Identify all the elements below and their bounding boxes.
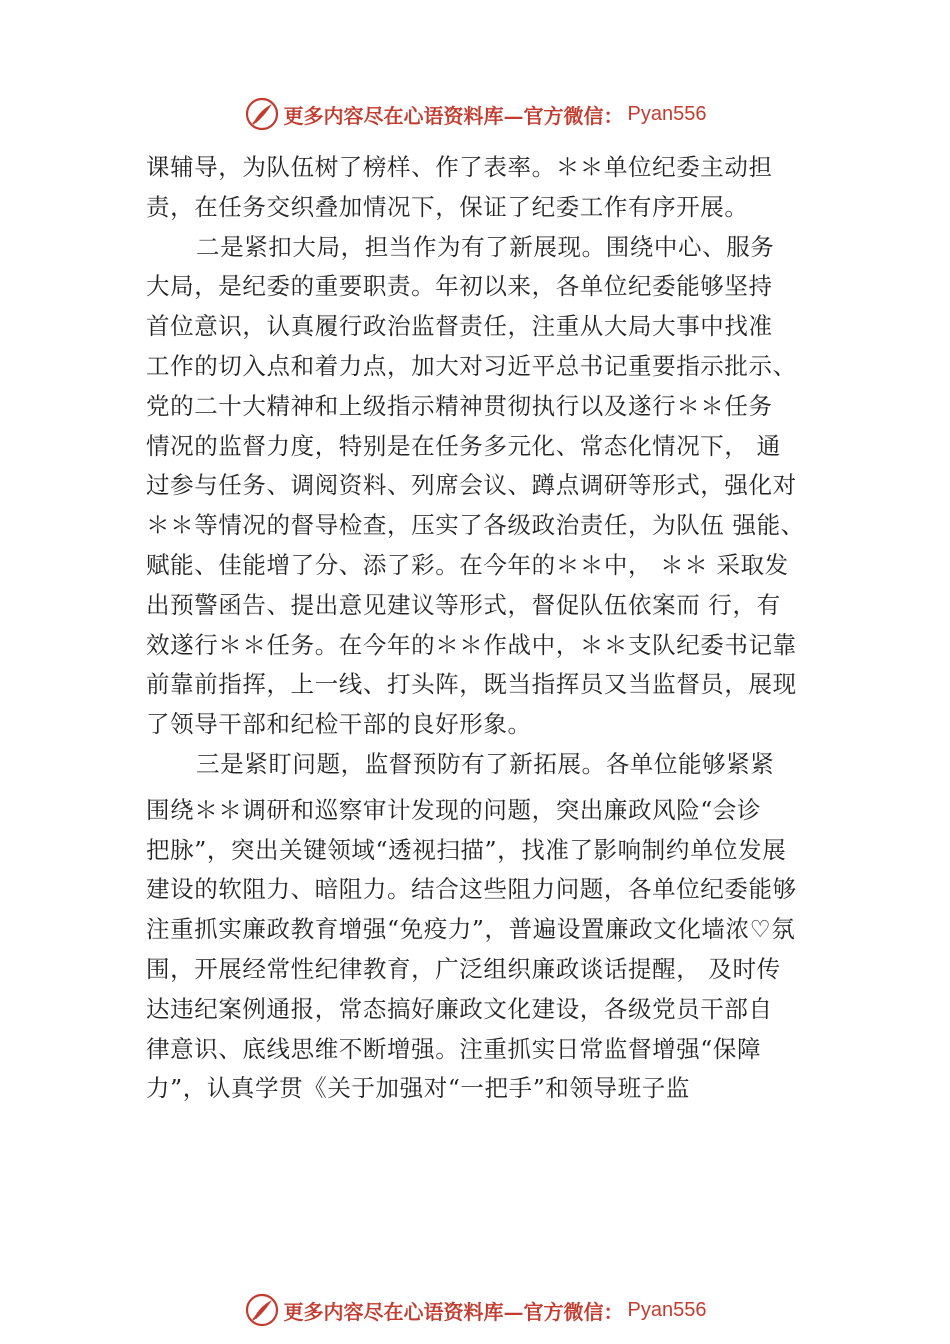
text-line: 工作的切入点和着力点，加大对习近平总书记重要指示批示、	[146, 351, 797, 380]
wechat-id: Pyan556	[627, 1298, 707, 1321]
text-line: 围，开展经常性纪律教育，广泛组织廉政谈话提醒， 及时传	[146, 954, 781, 983]
text-line: 课辅导，为队伍树了榜样、作了表率。＊＊单位纪委主动担	[146, 153, 773, 181]
quill-seal-icon	[244, 96, 280, 132]
header-banner	[0, 94, 950, 134]
text-line: 律意识、底线思维不断增强。注重抓实日常监督增强“保障	[146, 1034, 762, 1063]
text-line: 围绕＊＊调研和巡察审计发现的问题，突出廉政风险“会诊	[146, 795, 762, 824]
paragraph-start: 二是紧扣大局，担当作为有了新展现。围绕中心、服务	[196, 232, 775, 261]
quill-seal-icon	[244, 1292, 280, 1328]
footer-banner	[0, 1290, 950, 1330]
text-line: 了领导干部和纪检干部的良好形象。	[146, 710, 532, 739]
text-line: 情况的监督力度，特别是在任务多元化、常态化情况下， 通	[146, 431, 781, 460]
text-line: 过参与任务、调阅资料、列席会议、蹲点调研等形式，强化对	[146, 471, 797, 500]
text-line: 达违纪案例通报，常态搞好廉政文化建设，各级党员干部自	[146, 994, 773, 1023]
wechat-id: Pyan556	[627, 102, 707, 125]
document-body	[146, 148, 836, 1109]
paragraph-start: 三是紧盯问题，监督预防有了新拓展。各单位能够紧紧	[196, 749, 775, 778]
text-line: 责，在任务交织叠加情况下，保证了纪委工作有序开展。	[146, 192, 749, 221]
text-line: 力”，认真学贯《关于加强对“一把手”和领导班子监	[146, 1074, 690, 1103]
banner-text: 更多内容尽在心语资料库—官方微信：	[283, 1299, 624, 1324]
text-line: 大局，是纪委的重要职责。年初以来，各单位纪委能够坚持	[146, 272, 773, 301]
text-line: 出预警函告、提出意见建议等形式，督促队伍依案而 行，有	[146, 590, 781, 619]
text-line: 注重抓实廉政教育增强“免疫力”，普遍设置廉政文化墙浓♡氛	[146, 915, 796, 944]
text-line: 建设的软阻力、暗阻力。结合这些阻力问题，各单位纪委能够	[146, 875, 797, 904]
text-line: 效遂行＊＊任务。在今年的＊＊作战中，＊＊支队纪委书记靠	[146, 630, 797, 659]
text-line: ＊＊等情况的督导检查，压实了各级政治责任，为队伍 强能、	[146, 511, 805, 540]
text-line: 前靠前指挥，上一线、打头阵，既当指挥员又当监督员，展现	[146, 670, 797, 699]
text-line: 首位意识，认真履行政治监督责任，注重从大局大事中找准	[146, 312, 773, 341]
text-line: 党的二十大精神和上级指示精神贯彻执行以及遂行＊＊任务	[146, 391, 773, 420]
text-line: 赋能、佳能增了分、添了彩。在今年的＊＊中， ＊＊ 采取发	[146, 550, 789, 579]
banner-text: 更多内容尽在心语资料库—官方微信：	[283, 103, 624, 128]
text-line: 把脉”，突出关键领域“透视扫描”，找准了影响制约单位发展	[146, 835, 787, 864]
